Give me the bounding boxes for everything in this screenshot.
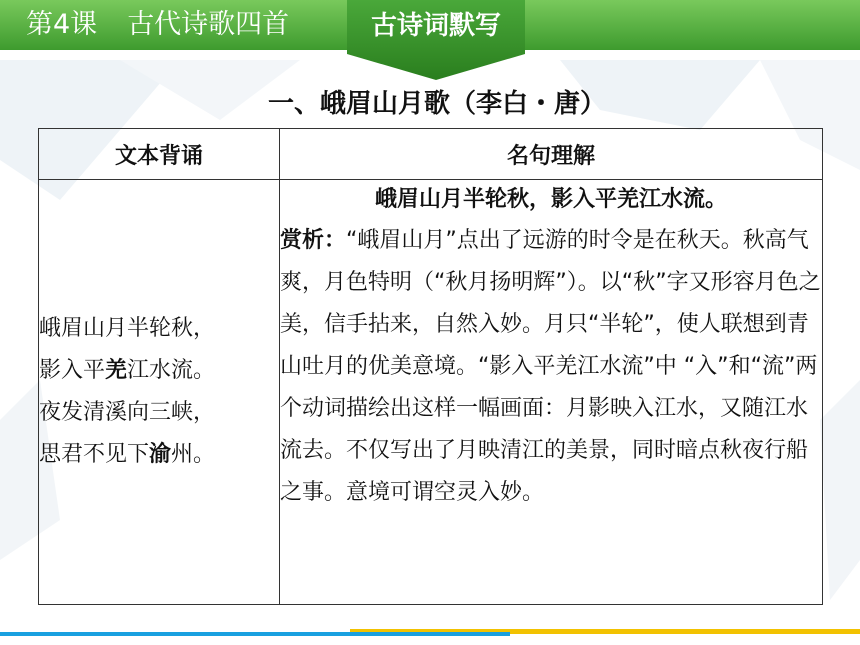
understanding-cell: [280, 180, 823, 605]
famous-line: 峨眉山月半轮秋，影入平羌江水流。: [374, 187, 727, 212]
column-header-recite: 文本背诵: [39, 129, 280, 180]
recite-line-3: 夜发清溪向三峡，: [39, 400, 216, 425]
lesson-number: 第4课: [26, 9, 98, 40]
recite-line-4: 思君不见下渝州。: [39, 442, 216, 467]
bottom-accent-blue: [0, 632, 510, 636]
recitation-table: [38, 128, 823, 605]
recite-cell: [39, 180, 280, 605]
analysis-label: 赏析：: [280, 228, 347, 253]
lesson-name: 古代诗歌四首: [127, 9, 290, 40]
analysis-text: “峨眉山月”点出了远游的时令是在秋天。秋高气爽，月色特明（“秋月扬明辉”）。以“秋”字又形容月色之美，信手拈来，自然入妙。月只“半轮”，使人联想到青山吐月的优美意境。“影入平羌江水流”中 “入”和“流”两个动词描绘出这样一幅画面：月影映入江水，又随江水流去。不仅写出了月映清江的美景，同时暗点秋夜行船之事。意境可谓空灵入妙。: [280, 228, 821, 505]
column-header-understanding: 名句理解: [280, 129, 823, 180]
analysis-paragraph: [280, 220, 822, 514]
section-tab-label: 古诗词默写: [370, 11, 501, 41]
poem-title: 一、峨眉山月歌（李白・唐）: [268, 89, 607, 119]
lesson-title: [26, 4, 289, 46]
recite-line-2: 影入平羌江水流。: [39, 358, 216, 383]
recite-line-1: 峨眉山月半轮秋，: [39, 316, 216, 341]
emphasized-char: 羌: [105, 358, 128, 383]
emphasized-char: 渝: [149, 442, 172, 467]
